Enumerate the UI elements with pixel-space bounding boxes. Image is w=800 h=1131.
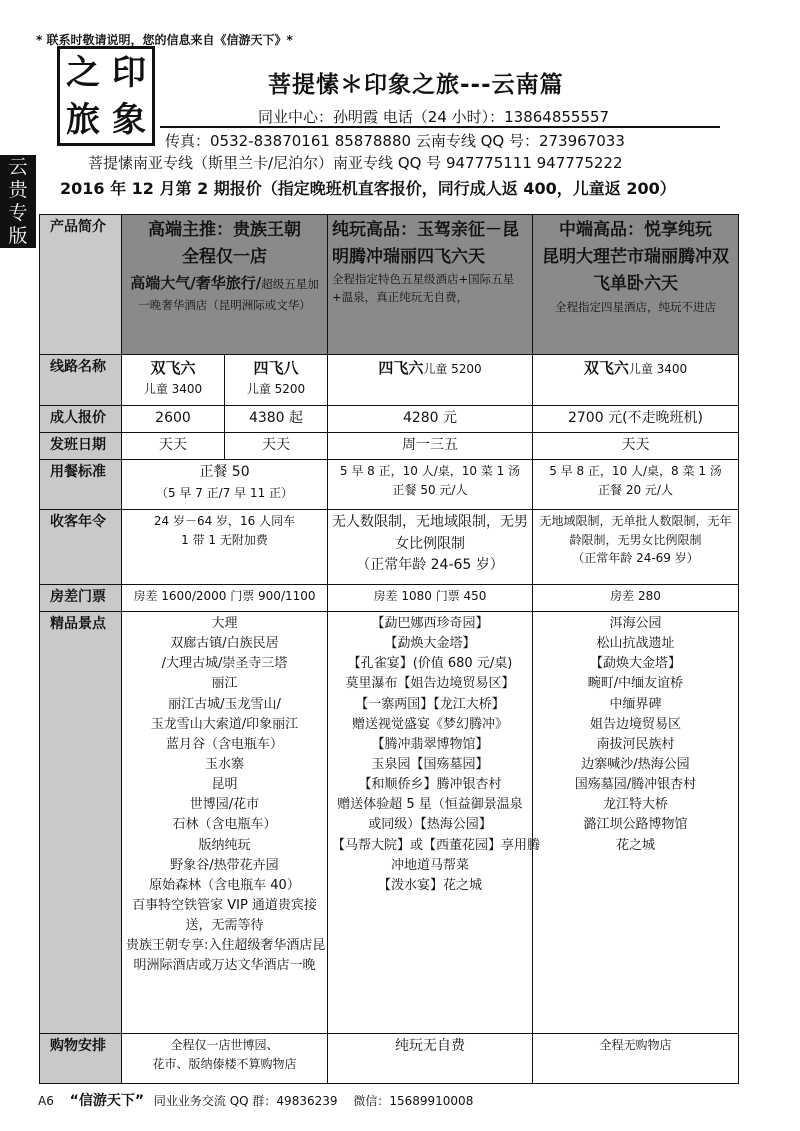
product-header-1: 高端主推：贵族王朝 全程仅一店 高端大气/奢华旅行/超级五星加一晚奢华酒店（昆明洲际或文华） <box>122 215 328 355</box>
table-row <box>40 354 739 406</box>
route-cell: 双飞六 儿童 3400 <box>122 354 225 406</box>
meals-cell: 5 早 8 正，10 人/桌，8 菜 1 汤 正餐 20 元/人 <box>533 460 739 510</box>
age-cell: 无地域限制，无单批人数限制，无年 龄限制，无男女比例限制 （正常年龄 24-69 岁） <box>533 510 739 585</box>
side-tab-char: 贵 <box>8 178 28 201</box>
route-cell: 双飞六儿童 3400 <box>533 354 739 406</box>
scenic-item: 送，无需等待 <box>185 918 264 934</box>
top-note: * 联系时敬请说明，您的信息来自《信游天下》* <box>36 33 293 47</box>
scenic-item: 赠送视觉盛宴《梦幻腾冲》 <box>351 716 508 732</box>
table-row <box>40 460 739 510</box>
scenic-item: /大理古城/崇圣寺三塔 <box>161 656 288 672</box>
table-row <box>40 510 739 585</box>
table-row <box>40 433 739 460</box>
scenic-item: 贵族王朝专享:入住超级奢华酒店昆 <box>126 938 326 954</box>
scenic-item: 原始森林（含电瓶车 40） <box>149 877 300 893</box>
price-cell: 4380 起 <box>225 406 328 433</box>
age-cell: 24 岁－64 岁，16 人同车 1 带 1 无附加费 <box>122 510 328 585</box>
scenic-item: 中缅界碑 <box>609 696 662 712</box>
shopping-cell: 全程仅一店世博园、 花市、版纳傣楼不算购物店 <box>122 1034 328 1084</box>
table-row <box>40 611 739 1033</box>
scenic-item: 玉龙雪山大索道/印象丽江 <box>150 716 299 732</box>
scenic-item: 【腾冲翡翠博物馆】 <box>371 736 489 752</box>
meals-cell: 5 早 8 正，10 人/桌，10 菜 1 汤 正餐 50 元/人 <box>328 460 533 510</box>
age-cell: 无人数限制，无地域限制，无男 女比例限制 （正常年龄 24-65 岁） <box>328 510 533 585</box>
side-tab-char: 专 <box>8 201 28 224</box>
product-header-3: 中端高品：悦享纯玩 昆明大理芒市瑞丽腾冲双 飞单卧六天 全程指定四星酒店，纯玩不进店 <box>533 215 739 355</box>
product-header-2: 纯玩高品：玉驾亲征－昆 明腾冲瑞丽四飞六天 全程指定特色五星级酒店+国际五星+温泉，真正纯玩无自费， <box>328 215 533 355</box>
scenic-item: 赠送体验超 5 星（恒益御景温泉 <box>337 797 523 813</box>
scenic-item: 野象谷/热带花卉园 <box>170 857 279 873</box>
scenic-item: 百事特空铁管家 VIP 通道贵宾接 <box>132 897 317 913</box>
scenic-item: 松山抗战遗址 <box>596 636 675 652</box>
scenic-item: 莫里瀑布【姐告边境贸易区】 <box>345 676 515 692</box>
scenic-item: 姐告边境贸易区 <box>589 716 681 732</box>
row-label: 产品简介 <box>40 215 122 355</box>
header-divider <box>160 126 720 128</box>
scenic-item: 洱海公园 <box>609 615 662 631</box>
scenic-item: 世博园/花市 <box>189 797 260 813</box>
south-asia-line: 菩提愫南亚专线（斯里兰卡/尼泊尔）南亚专线 QQ 号 947775111 947775222 <box>88 154 623 172</box>
departure-cell: 周一三五 <box>328 433 533 460</box>
scenic-list <box>328 611 541 1033</box>
scenic-item: 石林（含电瓶车） <box>172 817 277 833</box>
row-label: 线路名称 <box>40 354 122 406</box>
scenic-item: 蓝月谷（含电瓶车） <box>165 736 283 752</box>
scenic-item: 冲地道马帮菜 <box>390 857 469 873</box>
scenic-item: 【泼水宴】花之城 <box>377 877 482 893</box>
price-cell: 4280 元 <box>328 406 533 433</box>
row-label: 房差门票 <box>40 584 122 611</box>
scenic-item: 【马帮大院】或【西董花园】享用腾 <box>332 837 541 853</box>
route-cell: 四飞八 儿童 5200 <box>225 354 328 406</box>
route-cell: 四飞六儿童 5200 <box>328 354 533 406</box>
scenic-item: 【和顺侨乡】腾冲银杏村 <box>358 777 502 793</box>
scenic-item: 或同级）【热海公园】 <box>368 817 492 833</box>
fax-qq-line: 传真：0532-83870161 85878880 云南专线 QQ 号：273967033 <box>165 132 625 150</box>
scenic-item: 边寨喊沙/热海公园 <box>581 756 690 772</box>
footer-qq: 同业业务交流 QQ 群：49836239 <box>153 1094 338 1108</box>
scenic-item: 玉泉园【国殇墓园】 <box>371 756 489 772</box>
table-row <box>40 406 739 433</box>
footer-brand: “信游天下” <box>69 1093 145 1109</box>
row-label: 成人报价 <box>40 406 122 433</box>
shopping-cell: 全程无购物店 <box>533 1034 739 1084</box>
scenic-item: 大理 <box>211 615 238 631</box>
meals-cell: 正餐 50 （5 早 7 正/7 早 11 正） <box>122 460 328 510</box>
row-label: 精品景点 <box>40 611 122 1033</box>
row-label: 发班日期 <box>40 433 122 460</box>
scenic-item: 丽江古城/玉龙雪山/ <box>168 696 281 712</box>
scenic-list <box>533 611 739 1033</box>
side-tab-char: 版 <box>8 224 28 247</box>
scenic-item: 国殇墓园/腾冲银杏村 <box>574 777 697 793</box>
contact-line: 同业中心：孙明霞 电话（24 小时）：13864855557 <box>258 108 610 126</box>
departure-cell: 天天 <box>533 433 739 460</box>
scenic-item: 花之城 <box>615 837 655 853</box>
brand-logo: 之 印 旅 象 <box>57 46 155 146</box>
scenic-item: 【勐焕大金塔】 <box>589 656 681 672</box>
table-row <box>40 1034 739 1084</box>
table-row <box>40 584 739 611</box>
scenic-item: 【勐巴娜西珍奇园】 <box>371 615 489 631</box>
row-label: 购物安排 <box>40 1034 122 1084</box>
issue-line: 2016 年 12 月第 2 期报价（指定晚班机直客报价，同行成人返 400，儿童返 200） <box>60 179 676 198</box>
shopping-cell: 纯玩无自费 <box>328 1034 533 1084</box>
scenic-item: 昆明 <box>211 777 238 793</box>
side-tab-char: 云 <box>8 155 28 178</box>
scenic-item: 【一寨两国】【龙江大桥】 <box>355 696 505 712</box>
side-section-tab <box>0 155 36 248</box>
page-title: 菩提愫＊印象之旅---云南篇 <box>268 72 564 98</box>
departure-cell: 天天 <box>122 433 225 460</box>
departure-cell: 天天 <box>225 433 328 460</box>
scenic-item: 明洲际酒店或万达文华酒店一晚 <box>133 958 316 974</box>
row-label: 用餐标准 <box>40 460 122 510</box>
room-cell: 房差 1600/2000 门票 900/1100 <box>122 584 328 611</box>
scenic-item: 南拔河民族村 <box>596 736 675 752</box>
scenic-item: 双廊古镇/白族民居 <box>170 636 279 652</box>
scenic-list <box>122 611 328 1033</box>
scenic-item: 玉水寨 <box>204 756 244 772</box>
room-cell: 房差 280 <box>533 584 739 611</box>
scenic-item: 【孔雀宴】(价值 680 元/桌) <box>347 656 513 672</box>
page-footer <box>38 1090 473 1110</box>
scenic-item: 畹町/中缅友谊桥 <box>587 676 684 692</box>
room-cell: 房差 1080 门票 450 <box>328 584 533 611</box>
page-number: A6 <box>38 1094 54 1108</box>
scenic-item: 潞江坝公路博物馆 <box>583 817 688 833</box>
scenic-item: 丽江 <box>211 676 238 692</box>
price-cell: 2700 元(不走晚班机) <box>533 406 739 433</box>
price-table <box>39 214 739 1084</box>
scenic-item: 龙江特大桥 <box>602 797 668 813</box>
footer-wechat: 微信：15689910008 <box>353 1094 474 1108</box>
table-row <box>40 215 739 355</box>
scenic-item: 【勐焕大金塔】 <box>384 636 476 652</box>
scenic-item: 版纳纯玩 <box>198 837 251 853</box>
price-cell: 2600 <box>122 406 225 433</box>
row-label: 收客年令 <box>40 510 122 585</box>
